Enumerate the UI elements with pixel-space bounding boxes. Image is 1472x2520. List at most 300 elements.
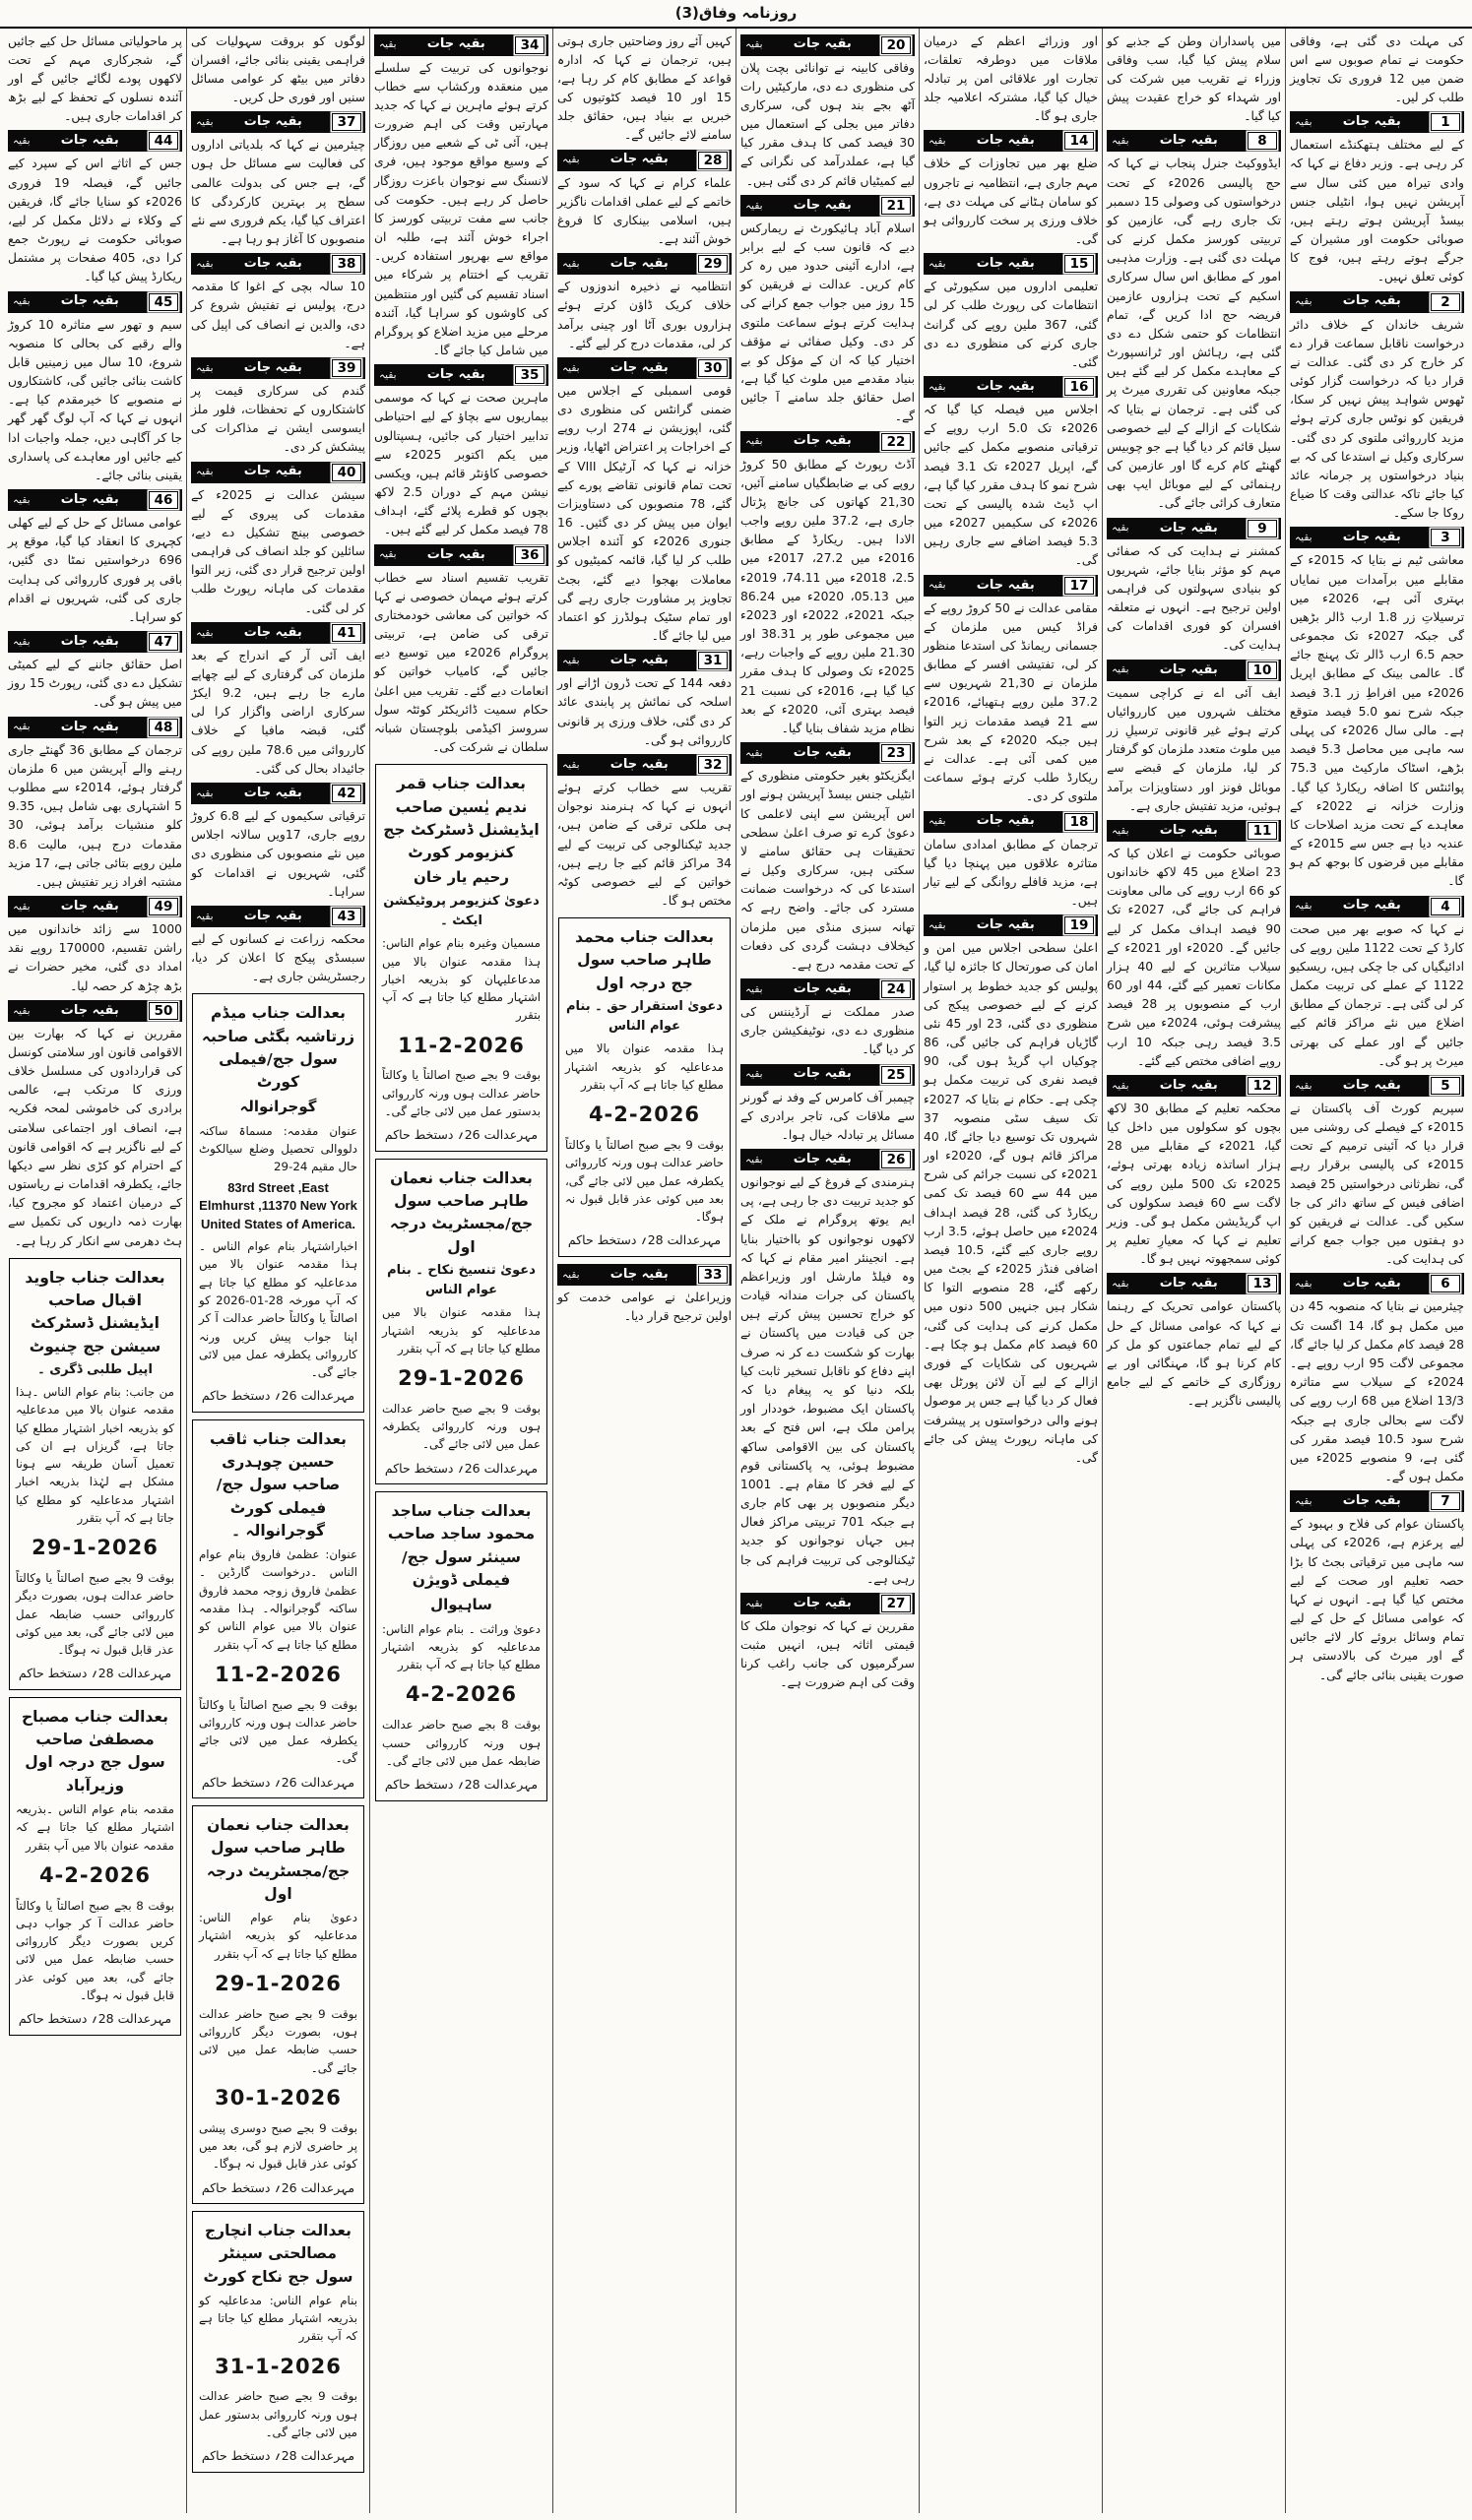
story-text: نوجوانوں کی تربیت کے سلسلے میں منعقدہ ورکشاپ سے خطاب کرتے ہوئے ماہرین نے کہا کہ جدید مہارتیں وقت کی اہم ضرورت ہیں، آئی ٹی کے شعبے میں روزگار کے وسیع مواقع موجود ہیں، فری لانسنگ سے نوجوان باعزت روزگار حاصل کر رہے ہیں۔ حکومت کی جانب سے مفت تربیتی کورسز کا اجراء خوش آئند ہے، طلبہ ان مواقع سے بھرپور استفادہ کریں۔ تقریب کے اختتام پر شرکاء میں اسناد تقسیم کی گئیں اور منتظمین کی کاوشوں کو سراہا گیا، آئندہ مرحلے میں مزید اضلاع کو پروگرام میں شامل کیا جائے گا۔ (373, 60, 548, 358)
continuation-number: 24 (881, 980, 911, 998)
notice-body: ہذا مقدمہ عنوان بالا میں مدعاعلیہ کو بذریعہ اشتہار مطلع کیا جاتا ہے کہ آپ بتقرر (382, 1305, 541, 1355)
story-text: ترجمان کے مطابق امدادی سامان متاثرہ علاقوں میں پہنچا دیا گیا ہے، مزید قافلے روانگی کے لیے تیار ہیں۔ (924, 837, 1098, 909)
story-text: محکمہ زراعت نے کسانوں کے لیے سبسڈی پیکج کا اعلان کر دیا، رجسٹریشن جاری ہے۔ (191, 931, 365, 984)
continuation-bar (557, 754, 732, 776)
continuation-label: بقیہ جات (1159, 822, 1218, 838)
continuation-bar (1290, 896, 1464, 917)
continuation-kicker: بقیہ (745, 1597, 763, 1609)
continuation-bar (1107, 1273, 1281, 1294)
continuation-story (924, 130, 1098, 249)
continuation-bar (924, 376, 1098, 398)
continuation-bar (740, 742, 915, 764)
story-text: مقامی عدالت نے 50 کروڑ روپے کے فراڈ کیس میں ملزمان کے جسمانی ریمانڈ کی استدعا منظور کر لی، تفتیشی افسر کے مطابق ملزمان نے 21,30 شہریوں سے 37.2 ملین روپے ہتھیائے، 2016ء سے 21 فیصد مقدمات زیر التوا ہیں جبکہ 2020ء کے بعد شرح میں کمی آئی ہے۔ عدالت نے ریکارڈ طلب کرتے ہوئے سماعت ملتوی کر دی۔ (924, 600, 1099, 804)
story-text: سپریم کورٹ آف پاکستان نے 2015ء کے فیصلے کی روشنی میں قرار دیا کہ آئینی ترمیم کے تحت 2015ء کی پالیسی برقرار رہے گی، نظرثانی درخواستیں 25 فیصد اضافی فیس کے ساتھ دائر کی جا سکیں گی۔ عدالت نے فریقین کو دو ہفتوں میں جواب جمع کرانے کی ہدایت کی۔ (1290, 1101, 1464, 1267)
notice-body: بوقت 9 بجے صبح دوسری پیشی پر حاضری لازم ہو گی، بعد میں کوئی عذر قابل قبول نہ ہوگا۔ (199, 2120, 357, 2172)
notice-date: 11-2-2026 (398, 1033, 525, 1057)
continuation-number: 31 (698, 652, 728, 669)
notice-footer: مہرعدالت 28؍ دستخط حاکم (567, 1232, 722, 1248)
story-text: چیمبر آف کامرس کے وفد نے گورنر سے ملاقات کی، تاجر برادری کے مسائل پر تبادلہ خیال ہوا۔ (740, 1090, 915, 1142)
story-text: ایف آئی اے نے کراچی سمیت مختلف شہروں میں کارروائیاں کرتے ہوئے غیر قانونی ترسیلِ زر میں ملوث متعدد ملزمان کو گرفتار کر لیا، ملزمان کے قبضے سے موبائل فونز اور دستاویزات برآمد ہوئیں، مزید تفتیش جاری ہے۔ (1107, 685, 1281, 813)
court-notice (9, 1258, 181, 1690)
continuation-kicker: بقیہ (928, 579, 946, 592)
continuation-label: بقیہ جات (426, 367, 485, 383)
continuation-kicker: بقیہ (13, 135, 31, 148)
continuation-kicker: بقیہ (13, 1004, 31, 1017)
story-text: وفاقی کابینہ نے توانائی بچت پلان کی منظوری دے دی، مارکیٹیں رات آٹھ بجے بند ہوں گی، سرکاری دفاتر میں بجلی کے استعمال میں 30 فیصد کمی کا ہدف مقرر کیا گیا ہے، عملدرآمد کی نگرانی کے لیے کمیٹیاں قائم کر دی گئی ہیں۔ (740, 60, 915, 188)
continuation-bar (1290, 1490, 1464, 1512)
continuation-kicker: بقیہ (379, 38, 397, 51)
notice-body: بوقت 9 بجے صبح حاضر عدالت ہوں، بصورت دیگر کارروائی حسب ضابطہ عمل میں لائی جائے گی۔ (199, 2006, 357, 2075)
continuation-kicker: بقیہ (1112, 522, 1129, 535)
continuation-number: 35 (515, 366, 544, 384)
continuation-number: 47 (149, 633, 178, 651)
column-2 (1102, 29, 1285, 2513)
continuation-story (1290, 111, 1464, 286)
notice-body: بوقت 8 بجے صبح اصالتاً یا وکالتاً حاضر عدالت آ کر جواب دہی کریں بصورت دیگر کارروائی حسب ضابطہ عمل میں لائی جائے گی، بعد میں کوئی عذر قابل قبول نہ ہوگا۔ (16, 1898, 174, 2002)
continuation-kicker: بقیہ (196, 466, 214, 478)
story-text: ایف آئی آر کے اندراج کے بعد ملزمان کی گرفتاری کے لیے چھاپے مارے جا رہے ہیں، 9.2 ایکڑ سرکاری اراضی واگزار کرا لی گئی، قبضہ مافیا کے خلاف کارروائی میں 78.6 ملین روپے کی جائیداد بحال کی گئی۔ (191, 648, 365, 776)
notice-footer: مہرعدالت 26؍ دستخط حاکم (201, 1388, 355, 1404)
continuation-number: 45 (149, 293, 178, 311)
story-text: اصل حقائق جاننے کے لیے کمیٹی تشکیل دے دی گئی، رپورٹ 15 روز میں پیش ہو گی۔ (8, 658, 182, 710)
continuation-bar (8, 631, 182, 653)
continuation-label: بقیہ جات (1159, 662, 1218, 677)
continuation-label: بقیہ جات (609, 653, 669, 668)
continuation-number: 26 (881, 1151, 911, 1168)
continuation-kicker: بقیہ (928, 258, 946, 271)
continuation-kicker: بقیہ (1112, 1278, 1129, 1291)
column-8 (4, 29, 186, 2513)
continuation-label: بقیہ جات (1342, 293, 1401, 309)
continuation-story (191, 253, 365, 353)
notice-body: بوقت 9 بجے صبح حاضر عدالت ہوں ورنہ کارروائی یکطرفہ عمل میں لائی جائے گی۔ (382, 1401, 541, 1452)
notice-sub: دعویٰ کنزیومر پروٹیکشن ایکٹ ۔ (383, 893, 540, 928)
continuation-kicker: بقیہ (13, 493, 31, 506)
continuation-label: بقیہ جات (1342, 1276, 1401, 1292)
story-text: آڈٹ رپورٹ کے مطابق 50 کروڑ روپے کی بے ضابطگیاں سامنے آئیں، 21,30 کھاتوں کی جانچ پڑتال جاری ہے، 37.2 ملین روپے واجب الادا ہیں۔ ریکارڈ کے مطابق 2016ء میں 27.2، 2017ء میں 2.5، 2018ء میں 74.11، 2019ء میں 05.13، 2020ء میں 86.24 جبکہ 2021ء، 2022ء اور 2023ء میں مجموعی طور پر 38.31 اور 21.30 ملین روپے کے واجبات رہے، 2025ء تک وصولی کا ہدف مقرر کیا گیا ہے، 2016ء کی نسبت 21 فیصد بہتری آئی، 2020ء کے بعد نظام مزید شفاف بنایا گیا۔ (740, 457, 916, 735)
notice-city: رحیم یار خان (414, 868, 509, 887)
continuation-label: بقیہ جات (243, 256, 302, 272)
continuation-bar (191, 357, 365, 379)
story-text: سیشن عدالت نے 2025ء کے مقدمات کی پیروی کے لیے خصوصی بینچ تشکیل دے دیے، سائلین کو جلد انصاف کی فراہمی اولین ترجیح قرار دی گئی، زیر التوا مقدمات کی ماہانہ رپورٹ طلب کر لی گئی۔ (191, 487, 365, 615)
story-text: کی مہلت دی گئی ہے، وفاقی حکومت نے تمام صوبوں سے اس ضمن میں 12 فروری تک تجاویز طلب کر لیں۔ (1290, 33, 1465, 105)
continuation-bar (191, 462, 365, 483)
notice-header: بعدالت جناب جاوید اقبال صاحب ایڈیشنل ڈسٹرکٹ سیشن جج چنیوٹ (25, 1268, 165, 1355)
continuation-label: بقیہ جات (60, 719, 119, 734)
continuation-story (374, 544, 548, 758)
continuation-bar (191, 783, 365, 804)
continuation-bar (1107, 518, 1281, 539)
column-7 (186, 29, 369, 2513)
continuation-number: 22 (881, 433, 911, 451)
continuation-number: 4 (1431, 898, 1460, 915)
continuation-story (191, 906, 365, 987)
continuation-number: 30 (698, 359, 728, 377)
continuation-bar (924, 575, 1098, 597)
continuation-number: 36 (515, 546, 544, 564)
notice-date: 30-1-2026 (215, 2085, 342, 2110)
continuation-number: 29 (698, 255, 728, 273)
continuation-story (8, 717, 182, 892)
continuation-story (740, 1593, 915, 1693)
story-text: ترقیاتی سکیموں کے لیے 6.8 کروڑ روپے جاری، 17ویں سالانہ اجلاس میں نئے منصوبوں کی منظوری دی گئی، شہریوں نے اقدامات کو سراہا۔ (191, 809, 365, 899)
story-text: کمشنر نے ہدایت کی کہ صفائی مہم کو مؤثر بنایا جائے، شہریوں کو بنیادی سہولتوں کی فراہمی اولین ترجیح ہے۔ انہوں نے متعلقہ افسران کو فوری اقدامات کی ہدایت کی۔ (1107, 543, 1281, 653)
notice-date: 4-2-2026 (405, 1682, 518, 1707)
court-notice (375, 1159, 547, 1484)
continuation-story (1107, 518, 1281, 656)
continuation-kicker: بقیہ (1295, 1278, 1312, 1291)
continuation-kicker: بقیہ (1295, 900, 1312, 913)
story-text: اسلام آباد ہائیکورٹ نے ریمارکس دیے کہ قانون سب کے لیے برابر ہے، ادارے آئینی حدود میں رہ کر کام کریں۔ عدالت نے فریقین کو 15 روز میں جواب جمع کرانے کی ہدایت کرتے ہوئے سماعت ملتوی کر دی۔ وکیل صفائی نے مؤقف اختیار کیا کہ ان کے مؤکل کو بے بنیاد مقدمے میں ملوث کیا گیا ہے، اصل حقائق جلد سامنے آ جائیں گے۔ (740, 220, 915, 424)
continuation-bar (740, 1593, 915, 1614)
continuation-bar (740, 978, 915, 1000)
story-text: محکمہ تعلیم کے مطابق 30 لاکھ بچوں کو سکولوں میں داخل کیا گیا، 2021ء کے مقابلے میں 28 ہزار اساتذہ زیادہ بھرتی ہوئے، 2025ء تک 500 ملین روپے کی لاگت سے 60 فیصد سکولوں کی اپ گریڈیشن مکمل ہو گی۔ وزیر تعلیم نے کہا کہ معیارِ تعلیم پر کوئی سمجھوتہ نہیں ہو گا۔ (1107, 1101, 1281, 1267)
continuation-label: بقیہ جات (793, 1151, 852, 1166)
continuation-kicker: بقیہ (562, 258, 580, 271)
continuation-kicker: بقیہ (196, 361, 214, 374)
continuation-label: بقیہ جات (60, 1002, 119, 1018)
continuation-label: بقیہ جات (60, 133, 119, 149)
column-3 (919, 29, 1102, 2513)
notice-footer: مہرعدالت 26؍ دستخط حاکم (201, 1774, 355, 1790)
continuation-number: 42 (332, 785, 361, 802)
notice-city: گوجرانوالہ (239, 1098, 317, 1116)
continuation-number: 15 (1064, 255, 1094, 273)
continuation-story (1290, 896, 1464, 1071)
continuation-number: 18 (1064, 813, 1094, 831)
continuation-kicker: بقیہ (562, 758, 580, 771)
continuation-kicker: بقیہ (562, 154, 580, 166)
notice-body: دعویٰ وراثت ۔ بنام عوام الناس: مدعاعلیہ کو بذریعہ اشتہار مطلع کیا جاتا ہے کہ آپ بتقرر (382, 1621, 541, 1672)
continuation-story (740, 742, 915, 975)
story-text: اعلیٰ سطحی اجلاس میں امن و امان کی صورتحال کا جائزہ لیا گیا، پولیس کو جدید خطوط پر استوار کرنے کے لیے خصوصی پیکج کی منظوری دی گئی، 23 اور 45 نئی گاڑیاں فراہم کی جائیں گی، 86 چوکیاں اپ گریڈ ہوں گی، 90 فیصد نفری کی تربیت مکمل ہو چکی ہے۔ حکام نے بتایا کہ 2027ء تک سیف سٹی منصوبہ 37 شہروں تک توسیع دیا جائے گا، 40 مراکز قائم ہوں گے، 2020ء اور 2021ء کی نسبت جرائم کی شرح میں 44 سے 60 فیصد تک کمی ریکارڈ کی گئی، 28 فیصد اہداف 2024ء میں حاصل ہوئے، 3.5 ارب روپے جاری کیے گئے، 10.5 فیصد اضافی فنڈز 2025ء کے بجٹ میں رکھے گئے، 28 منصوبے التوا کا شکار ہیں جنہیں 500 دنوں میں مکمل کرنے کی ہدایت کی گئی، 60 فیصد کام مکمل ہو چکا ہے۔ شہریوں کی شکایات کے فوری ازالے کے لیے آن لائن پورٹل بھی فعال کر دیا گیا ہے جس پر موصول ہونے والی درخواستوں پر پیشرفت کی ماہانہ رپورٹ پیش کی جائے گی۔ (923, 941, 1099, 1465)
notice-header: بعدالت جناب انچارج مصالحتی سینٹر سول جج نکاح کورٹ (203, 2222, 353, 2286)
continuation-story (557, 754, 732, 911)
continuation-story (924, 32, 1098, 127)
story-text: نے کہا کہ صوبے بھر میں صحت کارڈ کے تحت 1122 ملین روپے کی ادائیگیاں کی جا چکی ہیں، ریسکیو 1122 کے عملے کی تربیت مکمل کر لی گئی ہے۔ ترجمان کے مطابق اضلاع میں نئے مراکز قائم کیے جائیں گے اور عملے کی بھرتی میرٹ پر ہو گی۔ (1290, 921, 1464, 1068)
continuation-bar (1290, 111, 1464, 133)
story-text: چیئرمین نے بتایا کہ منصوبہ 45 دن میں مکمل ہو گا، 14 اگست تک 28 فیصد کام مکمل کر لیا جائے گا، مجموعی لاگت 95 ارب روپے ہے۔ 2024ء کے سیلاب سے متاثرہ 13/3 اضلاع میں 68 ارب روپے کی لاگت سے بحالی جاری ہے جبکہ شرح سود 10.5 فیصد مقرر کی گئی ہے، 9 منصوبے 2025ء میں مکمل ہوں گے۔ (1290, 1299, 1464, 1484)
continuation-story (191, 622, 365, 779)
continuation-label: بقیہ جات (1159, 520, 1218, 536)
notice-date: 29-1-2026 (215, 1972, 342, 1996)
continuation-number: 46 (149, 491, 178, 509)
notice-header: بعدالت جناب مصباح مصطفیٰ صاحب سول جج درجہ اول وزیرآباد (22, 1707, 168, 1795)
continuation-label: بقیہ جات (609, 152, 669, 167)
story-text: انتظامیہ نے ذخیرہ اندوزوں کے خلاف کریک ڈاؤن کرتے ہوئے ہزاروں بوری آٹا اور چینی برآمد کر لی، مقدمات درج کر لیے گئے۔ (557, 280, 732, 350)
continuation-bar (8, 130, 182, 152)
continuation-bar (1107, 660, 1281, 681)
story-text: مقررین نے کہا کہ بھارت بین الاقوامی قانون اور سلامتی کونسل کی قراردادوں کی مسلسل خلاف ورزی کا مرتکب ہے، عالمی برادری کی خاموشی لمحہ فکریہ ہے، انصاف اور اجتماعی سلامتی کے لیے ناگزیر ہے کہ اقوامی قانون کے احترام کو کڑی نظر سے دیکھا جائے، یکطرفہ اقدامات نے ریاستوں کے درمیان اعتماد کو مجروح کیا، بھارت ذمہ داریوں کی تکمیل سے ہٹ دھرمی سے انکار کر رہا ہے۔ (8, 1026, 182, 1248)
continuation-number: 8 (1248, 132, 1277, 150)
story-text: تقریب سے خطاب کرتے ہوئے انہوں نے کہا کہ ہنرمند نوجوان ہی ملکی ترقی کے ضامن ہیں، جدید ٹیکنالوجی کی تربیت کے لیے 34 مراکز قائم کیے جا رہے ہیں، خواتین کے لیے خصوصی کوٹہ مختص ہو گا۔ (557, 781, 732, 909)
story-text: 1000 سے زائد خاندانوں میں راشن تقسیم، 170000 روپے نقد امداد دی گئی، مخیر حضرات نے بڑھ چڑھ کر حصہ لیا۔ (8, 922, 182, 993)
continuation-number: 19 (1064, 916, 1094, 934)
continuation-number: 34 (515, 36, 544, 54)
continuation-kicker: بقیہ (745, 435, 763, 448)
continuation-story (1290, 32, 1464, 108)
continuation-bar (8, 717, 182, 738)
continuation-story (1107, 820, 1281, 1071)
continuation-number: 1 (1431, 113, 1460, 131)
continuation-kicker: بقیہ (13, 900, 31, 913)
story-text: سیم و تھور سے متاثرہ 10 کروڑ والے رقبے کی بحالی کا منصوبہ شروع، 10 سال میں زمینیں قابل کاشت بنائی جائیں گی، کاشتکاروں نے منصوبے کا خیرمقدم کیا ہے۔ انہوں نے کہا کہ آپ لوگ گھر گھر جا کر آگاہی دیں، جملہ واجبات ادا کیے جائیں اور معاہدے کی پاسداری یقینی بنائی جائے۔ (8, 317, 183, 482)
continuation-kicker: بقیہ (13, 295, 31, 308)
continuation-label: بقیہ جات (609, 359, 669, 375)
continuation-kicker: بقیہ (745, 199, 763, 212)
continuation-bar (1290, 1075, 1464, 1097)
continuation-story (374, 364, 548, 539)
continuation-number: 32 (698, 756, 728, 774)
notice-footer: مہرعدالت 28؍ دستخط حاکم (201, 2448, 355, 2464)
notice-body: بوقت 9 بجے صبح اصالتاً یا وکالتاً حاضر عدالت ہوں ورنہ کارروائی یکطرفہ عمل میں لائی جائے گی، بعد میں کوئی عذر قابل قبول نہ ہوگا۔ (565, 1138, 724, 1225)
continuation-label: بقیہ جات (976, 256, 1035, 272)
notice-body: بوقت 9 بجے صبح اصالتاً یا وکالتاً حاضر عدالت ہوں، بصورت دیگر کارروائی حسب ضابطہ عمل میں لائی جائے گی، بعد میں کوئی عذر قابل قبول نہ ہوگا۔ (16, 1571, 174, 1658)
continuation-bar (1290, 291, 1464, 313)
continuation-story (557, 253, 732, 353)
continuation-kicker: بقیہ (928, 380, 946, 393)
continuation-bar (1290, 527, 1464, 548)
continuation-label: بقیہ جات (426, 546, 485, 562)
continuation-label: بقیہ جات (243, 114, 302, 130)
notice-date: 29-1-2026 (398, 1366, 525, 1391)
continuation-kicker: بقیہ (1112, 1079, 1129, 1092)
continuation-label: بقیہ جات (1159, 1276, 1218, 1292)
continuation-bar (8, 489, 182, 511)
continuation-story (1290, 527, 1464, 891)
continuation-label: بقیہ جات (793, 1066, 852, 1082)
continuation-label: بقیہ جات (976, 813, 1035, 829)
continuation-story (191, 357, 365, 458)
continuation-bar (374, 34, 548, 56)
continuation-number: 13 (1248, 1275, 1277, 1292)
continuation-story (1107, 130, 1281, 513)
notice-body: بوقت 9 بجے صبح اصالتاً یا وکالتاً حاضر عدالت ہوں ورنہ کارروائی یکطرفہ عمل میں لائی جائے گی۔ (199, 1697, 357, 1766)
continuation-number: 37 (332, 113, 361, 131)
continuation-label: بقیہ جات (1342, 1493, 1401, 1509)
story-text: علماء کرام نے کہا کہ سود کے خاتمے کے لیے عملی اقدامات ناگزیر ہیں، اسلامی بینکاری کا فروغ خوش آئند ہے۔ (557, 175, 732, 247)
continuation-label: بقیہ جات (976, 577, 1035, 593)
continuation-label: بقیہ جات (793, 745, 852, 761)
story-text: عوامی مسائل کے حل کے لیے کھلی کچہری کا انعقاد کیا گیا، موقع پر 696 درخواستیں نمٹا دی گئیں، باقی پر فوری کارروائی کی ہدایت جاری کی گئی، شہریوں نے اقدام کو سراہا۔ (8, 516, 182, 624)
continuation-story (8, 896, 182, 996)
continuation-kicker: بقیہ (379, 369, 397, 382)
continuation-story (1290, 1490, 1464, 1685)
continuation-kicker: بقیہ (745, 1153, 763, 1166)
story-text: ایگزیکٹو بغیر حکومتی منظوری کے انٹیلی جنس بیسڈ آپریشن ہونے اور اس آپریشن سے اپنی لاعلمی کا دعویٰ کرے تو صرف اعلیٰ سطحی تحقیقات ہی حقائق سامنے لا سکتی ہیں، سرکاری وکیل نے استدعا کی کہ درخواست ضمانت مسترد کی جائے۔ واضح رہے کہ تھانہ سبزی منڈی میں ملزمان کیخلاف دہشت گردی کی دفعات کے تحت مقدمہ درج ہے۔ (740, 769, 915, 972)
continuation-bar (8, 896, 182, 917)
continuation-kicker: بقیہ (928, 919, 946, 932)
continuation-number: 9 (1248, 520, 1277, 537)
continuation-number: 7 (1431, 1492, 1460, 1510)
story-text: ہنرمندی کے فروغ کے لیے نوجوانوں کو جدید تربیت دی جا رہی ہے، پی ایم یوتھ پروگرام نے ملک کے لاکھوں نوجوانوں کو بااختیار بنایا ہے۔ انجینئر امیر مقام نے کہا کہ وہ فیلڈ مارشل اور وزیراعظم پاکستان کی جرات مندانہ قیادت کو خراج تحسین پیش کرتے ہیں جن کی قیادت میں پاکستان نے بھارت کو شکست دے کر نہ صرف اپنے دفاع کو ناقابل تسخیر ثابت کیا بلکہ دنیا کو یہ پیغام دیا کہ پاکستان ایک مضبوط، خوددار اور پرامن ملک ہے، اس فتح کے بعد پاکستان کی بین الاقوامی ساکھ مضبوط ہوئی، یہ پاکستانی قوم کے لیے فخر کا مقام ہے۔ 1001 دیگر منصوبوں پر بھی کام جاری ہے جبکہ 701 تربیتی مراکز فعال ہیں جہاں نوجوانوں کو جدید ٹیکنالوجی کی تربیت فراہم کی جا رہی ہے۔ (740, 1175, 915, 1586)
continuation-kicker: بقیہ (1295, 295, 1312, 308)
continuation-bar (740, 1064, 915, 1086)
continuation-kicker: بقیہ (196, 910, 214, 922)
story-text: شریف خاندان کے خلاف دائر درخواست ناقابل سماعت قرار دے کر خارج کر دی گئی۔ عدالت نے قرار دیا کہ درخواست گزار کوئی ٹھوس شواہد پیش نہیں کر سکا، فریقین کو نوٹس جاری کرتے ہوئے مزید کارروائی ملتوی کر دی گئی۔ سرکاری وکیل نے استدعا کی کہ بے بنیاد درخواستوں پر جرمانہ عائد کیا جائے تاکہ عدالتی وقت کا ضیاع روکا جا سکے۔ (1290, 317, 1464, 521)
notice-sub: اپیل طلبی ڈگری ۔ (37, 1361, 153, 1377)
continuation-number: 43 (332, 908, 361, 925)
continuation-number: 27 (881, 1595, 911, 1612)
continuation-story (924, 811, 1098, 912)
continuation-number: 33 (698, 1266, 728, 1284)
continuation-number: 20 (881, 36, 911, 54)
continuation-number: 12 (1248, 1077, 1277, 1095)
story-text: ماہرین صحت نے کہا کہ موسمی بیماریوں سے بچاؤ کے لیے احتیاطی تدابیر اختیار کی جائیں، ہسپتالوں میں یکم اکتوبر 2025ء سے خصوصی کاؤنٹر قائم ہیں، ویکسی نیشن مہم کے دوران 2.5 لاکھ بچوں کو قطرے پلائے گئے، اہداف 78 فیصد مکمل کر لیے گئے ہیں۔ (374, 391, 549, 537)
story-text: پاکستان عوام کی فلاح و بہبود کے لیے پرعزم ہے، 2026ء کی پہلی سہ ماہی میں ترقیاتی بجٹ کا بڑا حصہ تعلیم اور صحت کے لیے مختص کیا گیا ہے۔ انہوں نے کہا کہ عوامی مسائل کے حل کے لیے تمام وسائل بروئے کار لائے جائیں گے اور میرٹ کی بالادستی ہر صورت یقینی بنائی جائے گی۔ (1290, 1517, 1464, 1682)
continuation-story (1107, 1273, 1281, 1411)
continuation-bar (1107, 1075, 1281, 1097)
continuation-story (740, 431, 915, 739)
continuation-kicker: بقیہ (1112, 135, 1129, 148)
notice-body: بوقت 9 بجے صبح اصالتاً یا وکالتاً حاضر عدالت ہوں ورنہ کارروائی بدستور عمل میں لائی جائے گی۔ (382, 1068, 541, 1118)
continuation-kicker: بقیہ (1295, 532, 1312, 544)
continuation-story (740, 195, 915, 427)
notice-header: بعدالت جناب محمد طاہر صاحب سول جج درجہ اول (575, 928, 714, 992)
continuation-story (1290, 291, 1464, 524)
story-text: پاکستان عوامی تحریک کے رہنما نے کہا کہ عوامی مسائل کے حل کے لیے تمام جماعتوں کو مل کر کام کرنا ہو گا، مہنگائی اور بے روزگاری کے خاتمے کے لیے جامع پالیسی ناگزیر ہے۔ (1107, 1299, 1281, 1409)
continuation-kicker: بقیہ (562, 655, 580, 667)
continuation-story (740, 978, 915, 1060)
notice-date: 31-1-2026 (215, 2354, 342, 2378)
notice-date: 29-1-2026 (32, 1536, 159, 1560)
continuation-bar (8, 291, 182, 313)
continuation-label: بقیہ جات (976, 133, 1035, 149)
story-text: ضلع بھر میں تجاوزات کے خلاف مہم جاری ہے، انتظامیہ نے تاجروں کو سامان ہٹانے کی مہلت دی ہے، خلاف ورزی پر سخت کارروائی ہو گی۔ (924, 157, 1098, 247)
court-notice (375, 1491, 547, 1800)
continuation-story (191, 783, 365, 902)
continuation-story (1107, 660, 1281, 816)
continuation-label: بقیہ جات (793, 980, 852, 996)
notice-sub: دعویٰ تنسیخ نکاح ۔ بنام عوام الناس (387, 1262, 536, 1298)
continuation-number: 10 (1248, 662, 1277, 679)
continuation-bar (374, 544, 548, 566)
notice-footer: مہرعدالت 26؍ دستخط حاکم (384, 1127, 539, 1143)
continuation-kicker: بقیہ (745, 1068, 763, 1081)
continuation-bar (557, 150, 732, 171)
columns (0, 29, 1472, 2513)
column-6 (369, 29, 552, 2513)
continuation-number: 14 (1064, 132, 1094, 150)
continuation-story (740, 1064, 915, 1146)
continuation-story (191, 111, 365, 249)
story-text: کہیں آئے روز وضاحتیں جاری ہوتی ہیں، ترجمان نے کہا کہ ادارہ قواعد کے مطابق کام کر رہا ہے، 15 اور 10 فیصد کٹوتیوں کی خبریں بے بنیاد ہیں، حقائق جلد سامنے لائے جائیں گے۔ (557, 33, 732, 143)
continuation-label: بقیہ جات (609, 1266, 669, 1282)
continuation-kicker: بقیہ (562, 1268, 580, 1281)
column-1 (1285, 29, 1468, 2513)
continuation-kicker: بقیہ (196, 787, 214, 799)
continuation-number: 49 (149, 898, 178, 915)
continuation-bar (740, 195, 915, 217)
notice-sub: دعویٰ استقرار حق ۔ بنام عوام الناس (566, 998, 723, 1035)
continuation-number: 21 (881, 197, 911, 215)
continuation-label: بقیہ جات (1342, 530, 1401, 545)
continuation-kicker: بقیہ (1295, 1495, 1312, 1507)
continuation-number: 40 (332, 464, 361, 481)
story-text: کے لیے مختلف ہتھکنڈے استعمال کر رہی ہے۔ وزیر دفاع نے کہا کہ وادی تیراہ میں کئی سال سے آپریشن نہیں ہوا، انٹیلی جنس بیسڈ آپریشن ہوتے رہتے ہیں، صوبائی حکومت اور مشیران کے جرگے ہوتے رہتے ہیں، فوج کا کوئی تعلق نہیں۔ (1290, 138, 1464, 284)
notice-city: ساہیوال (430, 1596, 492, 1614)
story-text: تعلیمی اداروں میں سکیورٹی کے انتظامات کی رپورٹ طلب کر لی گئی، 367 ملین روپے کی گرانٹ جاری کرنے کی منظوری دے دی گئی۔ (924, 280, 1098, 369)
notice-body: بوقت 8 بجے صبح حاضر عدالت ہوں ورنہ کارروائی حسب ضابطہ عمل میں لائی جائے گی۔ (382, 1718, 541, 1768)
continuation-label: بقیہ جات (1342, 898, 1401, 914)
continuation-label: بقیہ جات (60, 491, 119, 507)
continuation-label: بقیہ جات (793, 36, 852, 52)
notice-footer: مہرعدالت 28؍ دستخط حاکم (18, 1666, 172, 1681)
continuation-story (924, 914, 1098, 1468)
continuation-bar (557, 650, 732, 671)
continuation-story (740, 34, 915, 191)
continuation-label: بقیہ جات (243, 359, 302, 375)
continuation-story (1107, 32, 1281, 127)
column-4 (736, 29, 919, 2513)
story-text: گندم کی سرکاری قیمت پر کاشتکاروں کے تحفظات، فلور ملز ایسوسی ایشن نے مذاکرات کی پیشکش کر دی۔ (191, 383, 365, 455)
story-text: 10 سالہ بچی کے اغوا کا مقدمہ درج، پولیس نے تفتیش شروع کر دی، والدین نے انصاف کی اپیل کی ہے۔ (191, 280, 365, 350)
continuation-bar (191, 253, 365, 275)
continuation-kicker: بقیہ (745, 38, 763, 51)
continuation-kicker: بقیہ (1295, 116, 1312, 128)
continuation-kicker: بقیہ (562, 361, 580, 374)
continuation-bar (557, 357, 732, 379)
story-text: صدر مملکت نے آرڈیننس کی منظوری دے دی، نوٹیفکیشن جاری کر دیا گیا۔ (740, 1005, 915, 1057)
notice-date: 4-2-2026 (588, 1102, 701, 1127)
continuation-kicker: بقیہ (1112, 824, 1129, 837)
continuation-bar (191, 622, 365, 644)
continuation-number: 38 (332, 255, 361, 273)
continuation-kicker: بقیہ (745, 746, 763, 759)
continuation-bar (1107, 820, 1281, 842)
continuation-label: بقیہ جات (60, 898, 119, 914)
court-notice (192, 2211, 364, 2473)
notice-footer: مہرعدالت 28؍ دستخط حاکم (384, 1777, 539, 1793)
notice-body: عنوان: عظمیٰ فاروق بنام عوام الناس ۔درخواست گارڈین ۔ عظمیٰ فاروق زوجہ محمد فاروق ساکنہ گوجرانوالہ۔ ہذا مقدمہ عنوان بالا میں عوام الناس کو مطلع کیا جاتا ہے کہ آپ بتقرر (199, 1547, 357, 1652)
continuation-story (1107, 1075, 1281, 1270)
continuation-number: 5 (1431, 1077, 1460, 1095)
continuation-label: بقیہ جات (793, 197, 852, 213)
story-text: اور وزرائے اعظم کے درمیان ملاقات میں دوطرفہ تعلقات، تجارت اور علاقائی امن پر تبادلہ خیال کیا گیا، مشترکہ اعلامیہ جلد جاری ہو گا۔ (924, 33, 1098, 124)
notice-header: بعدالت جناب نعمان طاہر صاحب سول جج/مجسٹریٹ درجہ اول (389, 1168, 534, 1256)
page-title: روزنامہ وفاق(3) (0, 0, 1472, 29)
continuation-story (8, 291, 182, 486)
continuation-story (1290, 1075, 1464, 1270)
story-text: اجلاس میں فیصلہ کیا گیا کہ 2026ء تک 5.0 ارب روپے کے ترقیاتی منصوبے مکمل کیے جائیں گے، اپریل 2027ء تک 3.1 فیصد شرح نمو کا ہدف مقرر کیا گیا ہے، اپ ڈیٹ شدہ پالیسی کے تحت 2026ء کی سکیمیں 2027ء میں 5.3 فیصد اضافے سے جاری رہیں گی۔ (924, 403, 1098, 568)
notice-body: دعویٰ بنام عوام الناس: مدعاعلیہ کو بذریعہ اشتہار مطلع کیا جاتا ہے کہ آپ بتقرر (199, 1911, 357, 1961)
story-text: جس کے اثاثے اس کے سپرد کیے جائیں گے، فیصلہ 19 فروری 2026ء کو سنایا جائے گا، فریقین کے وکلاء نے دلائل مکمل کر لیے، صوبائی حکومت نے رپورٹ جمع کرا دی، 405 صفحات پر مشتمل ریکارڈ پیش کیا گیا۔ (8, 157, 182, 284)
continuation-number: 41 (332, 624, 361, 642)
continuation-bar (740, 431, 915, 453)
continuation-story (8, 489, 182, 627)
story-text: دفعہ 144 کے تحت ڈرون اڑانے اور اسلحہ کی نمائش پر پابندی عائد کر دی گئی، خلاف ورزی پر قانونی کارروائی ہو گی۔ (557, 676, 732, 747)
continuation-bar (191, 906, 365, 927)
continuation-kicker: بقیہ (1112, 663, 1129, 676)
continuation-bar (1290, 1273, 1464, 1294)
court-notice (192, 1419, 364, 1798)
continuation-kicker: بقیہ (13, 635, 31, 648)
notice-body: من جانب: بنام عوام الناس ۔ہذا مقدمہ عنوان بالا میں مدعاعلیہ کو بذریعہ اخبار اشتہار مطلع کیا جاتا ہے، گریزاں ہے ان کی تعمیل آسان طریقہ سے ہونا مشکل ہے لہٰذا بذریعہ اخبار اشتہار مدعاعلیہ کو مطلع کیا جاتا ہے کہ آپ بتقرر (16, 1385, 174, 1526)
continuation-kicker: بقیہ (1295, 1079, 1312, 1092)
continuation-number: 17 (1064, 577, 1094, 595)
continuation-label: بقیہ جات (976, 378, 1035, 394)
continuation-label: بقیہ جات (976, 917, 1035, 933)
continuation-story (740, 1149, 915, 1589)
notice-date: 11-2-2026 (215, 1662, 342, 1686)
notice-date: 4-2-2026 (38, 1862, 152, 1887)
continuation-bar (924, 253, 1098, 275)
story-text: پر ماحولیاتی مسائل حل کیے جائیں گے، شجرکاری مہم کے تحت لاکھوں پودے لگائے جائیں گے اور آئندہ نسلوں کے تحفظ کے لیے بڑھ کر اقدامات جاری ہیں۔ (8, 33, 182, 124)
continuation-story (924, 253, 1098, 372)
story-text: چیئرمین نے کہا کہ بلدیاتی اداروں کی فعالیت سے مسائل حل ہوں گے، ہے جس کی بدولت عالمی سطح پر بہترین کارکردگی کا اعتراف کیا گیا، یکم فروری سے نئے منصوبوں کا آغاز ہو رہا ہے۔ (191, 138, 365, 247)
continuation-label: بقیہ جات (243, 785, 302, 800)
notice-body: بنام عوام الناس: مدعاعلیہ کو بذریعہ اشتہار مطلع کیا جاتا ہے کہ آپ بتقرر (199, 2293, 357, 2344)
